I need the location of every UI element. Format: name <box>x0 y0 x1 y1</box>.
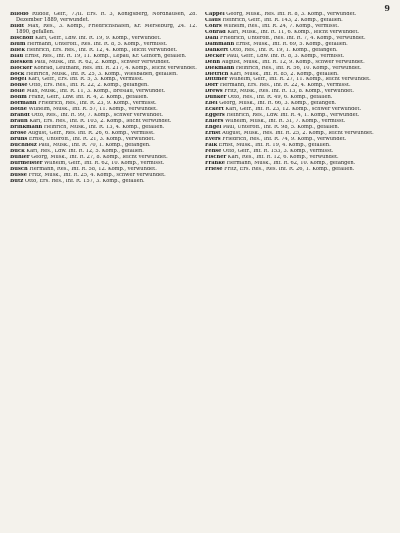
entry-text: Karl, Musk., Inf. R. 11, 6. Komp., leicht verwundet. <box>227 29 359 35</box>
entry-name: Bischoff <box>10 35 34 41</box>
entry-text: Paul, Musk., Inf. R. 62, 2. Komp., schwer verwundet. <box>34 59 171 65</box>
entry-text: Wilhelm, Gefr., Inf. R. 27, 11. Komp., leicht verwundet. <box>229 77 371 83</box>
entry-name: Dunker <box>205 95 227 101</box>
entry-text: Karl, Ers. Res., Inf. R. 103, 2. Komp., leicht verwundet. <box>29 119 172 125</box>
entry-text: Karl, Gefr., Ldw. Inf. R. 19, 9. Komp., verwundet. <box>35 35 161 41</box>
list-entry <box>10 179 197 185</box>
entry-name: Busse <box>10 172 27 178</box>
entry-text: Franz, Gefr., Ldw. Inf. R. 4, 2. Komp., gefallen. <box>28 95 149 101</box>
entry-text: Max, Musk., Inf. R. 11, 3. Komp., Breslau, verwundet. <box>26 89 166 95</box>
entry-text: Karl, Gefr., Inf. R. 23, 12. Komp., schwer verwundet. <box>225 107 362 113</box>
entry-text: Ernst, Unteroff., Inf. R. 21, 3. Komp., verwundet. <box>28 137 156 143</box>
entry-name: Cappel <box>205 12 225 17</box>
entry-text: Paul, Unteroff., Inf. R. 98, 5. Komp., gefallen. <box>222 125 340 131</box>
entry-text: Wilhelm, Gefr., Inf. R. 62, 10. Komp., vermisst. <box>44 160 165 166</box>
entry-name: Bruns <box>10 137 28 143</box>
entry-text: Hermann, Musk., Inf. R. 62, 10. Komp., gefangen. <box>226 160 356 166</box>
entry-name: Bohse <box>10 83 28 89</box>
entry-text: Otto, Gefr., Inf. R. 153, 3. Komp., vermisst. <box>223 148 334 154</box>
entry-text: Fritz, Musk., Res. Inf. R. 13, 8. Komp., verwundet. <box>224 89 354 95</box>
entry-text: Heinrich, Ers. Res., Inf. R. 12, 4. Komp., leicht verwundet. <box>26 47 178 53</box>
entry-text: Karl, Res., Inf. R. 12, 6. Komp., verwundet. <box>227 154 339 160</box>
left-column <box>10 12 197 526</box>
entry-name: Dörr <box>205 83 219 89</box>
entry-name: Dammann <box>205 41 235 47</box>
entry-name: Blöcker <box>10 65 33 71</box>
entry-name: Brandt <box>10 113 30 119</box>
entry-name: Bühler <box>10 154 30 160</box>
entry-text: Ernst, Musk., Inf. R. 69, 5. Komp., gefallen. <box>235 41 348 47</box>
entry-name: Bildt <box>10 23 25 29</box>
list-entry <box>205 167 392 173</box>
entry-text: Hermann, Res., Inf. R. 58, 12. Komp., verwundet. <box>29 166 157 172</box>
entry-name: Claus <box>205 17 221 23</box>
entry-name: Dietrich <box>205 71 229 77</box>
entry-name: Falk <box>205 142 218 148</box>
entry-name: Eggers <box>205 113 225 119</box>
entry-text: Heinrich, Musk., Inf. R. 13, 4. Komp., gefallen. <box>43 125 165 131</box>
entry-name: Eckert <box>205 107 224 113</box>
entry-text: Max, Res., 3. Komp., Friedrichshafen, Kr. Merseburg, 24. 12. 1890, gefallen. <box>16 23 197 35</box>
entry-name: Bliek <box>10 47 25 53</box>
entry-name: Ebel <box>205 101 218 107</box>
entry-name: Dehn <box>205 59 221 65</box>
entry-name: Buchholz <box>10 142 37 148</box>
entry-name: Butz <box>10 178 24 184</box>
entry-name: Bock <box>10 71 25 77</box>
entry-name: Fischer <box>205 154 227 160</box>
entry-name: Evers <box>205 137 221 143</box>
entry-name: Conrad <box>205 29 226 35</box>
entry-text: Friedrich, Res., Inf. R. 23, 9. Komp., vermisst. <box>38 101 157 107</box>
entry-text: Paul, Gefr., Ldw. Inf. R. 8, 3. Komp., vermisst. <box>226 53 345 59</box>
entry-text: Wilhelm, Musk., Inf. R. 31, 7. Komp., vermisst. <box>224 119 346 125</box>
entry-text: Karl, Musk., Inf. R. 85, 2. Komp., gefallen. <box>230 71 339 77</box>
entry-text: Karl, Res., Ldw. Inf. R. 12, 5. Komp., gefallen. <box>26 148 144 154</box>
entry-text: Otto, Ers. Res., Inf. R. 22, 2. Komp., gefangen. <box>29 83 149 89</box>
entry-name: Franke <box>205 160 225 166</box>
entry-name: Bogel <box>10 77 27 83</box>
entry-text: Hermann, Unteroff., Res. Inf. R. 8, 5. Komp., vermisst. <box>26 41 168 47</box>
entry-name: Friese <box>205 166 223 172</box>
entry-text: Wilhelm, Musk., Inf. R. 57, 11. Komp., verwundet. <box>28 107 158 113</box>
entry-name: Ehlers <box>205 119 224 125</box>
entry-text: Georg, Musk., Inf. R. 27, 8. Komp., leicht verwundet. <box>31 154 168 160</box>
entry-name: Bormann <box>10 101 37 107</box>
entry-name: Blum <box>10 41 26 47</box>
right-column <box>205 12 392 526</box>
entry-text: Otto, Ers. Res., Inf. R. 157, 3. Komp., gefallen. <box>24 178 145 184</box>
entry-text: Georg, Musk., Inf. R. 66, 3. Komp., gefangen. <box>219 101 337 107</box>
entry-text: Otto, Res., Inf. R. 49, 6. Komp., gefallen. <box>227 95 333 101</box>
entry-text: Friedrich, Res., Inf. R. 74, 9. Komp., verwundet. <box>222 137 347 143</box>
entry-name: Bolle <box>10 89 25 95</box>
entry-text: Heinrich, Gefr., Inf. R. 143, 2. Komp., gefallen. <box>222 17 343 23</box>
list-entry <box>10 24 197 36</box>
entry-name: Dahl <box>205 35 219 41</box>
entry-text: Hermann, Ers. Res., Inf. R. 22, 4. Komp., vermisst. <box>219 83 351 89</box>
entry-text: Heinrich, Musk., Inf. R. 25, 3. Komp., Wiesbaden, gefallen. <box>25 71 178 77</box>
entry-name: Dittmer <box>205 77 228 83</box>
entry-name: Drews <box>205 89 223 95</box>
entry-name: Fehse <box>205 148 222 154</box>
entry-name: Braun <box>10 119 28 125</box>
list-entry <box>10 12 197 24</box>
entry-name: Burmeister <box>10 160 43 166</box>
entry-text: Ernst, Musk., Inf. R. 19, 4. Komp., gefallen. <box>218 142 331 148</box>
entry-text: Heinrich, Res., Ldw. Inf. R. 4, 1. Komp., verwundet. <box>226 113 360 119</box>
entry-text: Fritz, Musk., Inf. R. 25, 4. Komp., schwer verwundet. <box>28 172 166 178</box>
entry-name: Bothe <box>10 107 27 113</box>
entry-name: Dankert <box>205 47 229 53</box>
entry-name: Blau <box>10 53 24 59</box>
entry-text: Paul, Musk., Inf. R. 70, 1. Komp., gefangen. <box>38 142 151 148</box>
text-columns <box>10 12 392 526</box>
entry-name: Ernst <box>205 131 221 137</box>
entry-text: Otto, Res., Inf. R. 99, 7. Komp., schwer verwundet. <box>31 113 163 119</box>
entry-text: Friedrich, Unteroff., Res. Inf. R. 7, 4. Komp., verwundet. <box>219 35 366 41</box>
entry-name: Bilodo <box>10 12 29 17</box>
entry-text: Karl, Gefr., Ers. Inf. R. 5, 3. Komp., vermisst. <box>28 77 144 83</box>
entry-text: Wilhelm, Res., Inf. R. 24, 7. Komp., vermisst. <box>223 23 339 29</box>
entry-text: August, Musk., Inf. R. 12, 9. Komp., schwer verwundet. <box>221 59 365 65</box>
entry-name: Blesken <box>10 59 33 65</box>
entry-text: August, Gefr., Res. Inf. R. 26, 6. Komp., vermisst. <box>28 131 155 137</box>
entry-name: Brose <box>10 131 27 137</box>
entry-text: Ernst, Res., Inf. R. 19, 11. Komp., Lepau, Kr. Gifhorn, gefallen. <box>24 53 187 59</box>
entry-text: Fritz, Ers. Res., Res. Inf. R. 26, 1. Komp., gefallen. <box>224 166 355 172</box>
entry-name: Buck <box>10 148 25 154</box>
entry-text: Konrad, Leutnant, Res. Inf. R. 217, 4. Komp., leicht verwundet. <box>33 65 197 71</box>
entry-name: Böhm <box>10 95 27 101</box>
entry-text: Georg, Musk., Res. Inf. R. 8, 3. Komp., verwundet. <box>226 12 357 17</box>
entry-name: Busch <box>10 166 28 172</box>
page-number: 9 <box>384 3 390 13</box>
entry-name: Decker <box>205 53 226 59</box>
entry-text: Otto, Res., Inf. R. 19, 1. Komp., gefangen. <box>229 47 338 53</box>
entry-name: Engel <box>205 125 222 131</box>
entry-text: August, Musk., Res. Inf. R. 25, 2. Komp., leicht verwundet. <box>222 131 374 137</box>
entry-name: Cohrs <box>205 23 222 29</box>
entry-name: Diekmann <box>205 65 235 71</box>
entry-text: Rudolf, Gefr., 7./II. Ers. R. 3, Königsberg, Nordhausen, 28. Dezember 1889, verwundet. <box>16 12 197 23</box>
entry-text: Heinrich, Res., Inf. R. 56, 10. Komp., verwundet. <box>235 65 362 71</box>
entry-name: Brinkmann <box>10 125 43 131</box>
